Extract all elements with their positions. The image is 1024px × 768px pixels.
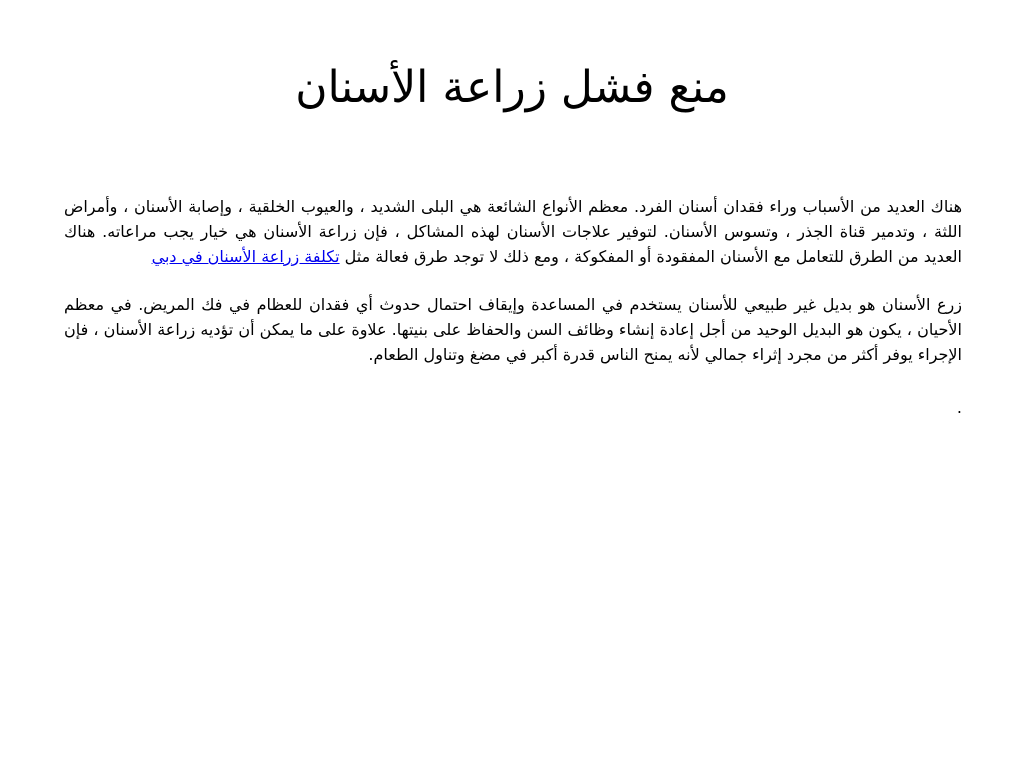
dental-implant-cost-link[interactable]: تكلفة زراعة الأسنان في دبي	[151, 247, 340, 266]
paragraph-causes-text: هناك العديد من الأسباب وراء فقدان أسنان الفرد. معظم الأنواع الشائعة هي البلى الشديد ، والعيوب الخلقية ، وإصابة الأسنان ، وأمراض اللثة ، وتدمير قناة الجذر ، وتسوس الأسنان. لتوفير علاجات الأسنان لهذه المشاكل ، فإن زراعة الأسنان هي خيار يجب مراعاته. هناك العديد من الطرق للتعامل مع الأسنان المفقودة أو المفكوكة ، ومع ذلك لا توجد طرق فعالة مثل	[64, 197, 962, 266]
slide-title: منع فشل زراعة الأسنان	[295, 62, 729, 113]
slide-body	[64, 194, 962, 420]
paragraph-causes	[64, 194, 962, 269]
paragraph-trailing-dot: .	[956, 398, 962, 417]
paragraph-implant-description: زرع الأسنان هو بديل غير طبيعي للأسنان يستخدم في المساعدة وإيقاف احتمال حدوث أي فقدان للعظام في فك المريض. في معظم الأحيان ، يكون هو البديل الوحيد من أجل إعادة إنشاء وظائف السن والحفاظ على بنيتها. علاوة على ما يمكن أن تؤديه زراعة الأسنان ، فإن الإجراء يوفر أكثر من مجرد إثراء جمالي لأنه يمنح الناس قدرة أكبر في مضغ وتناول الطعام.	[64, 295, 962, 364]
